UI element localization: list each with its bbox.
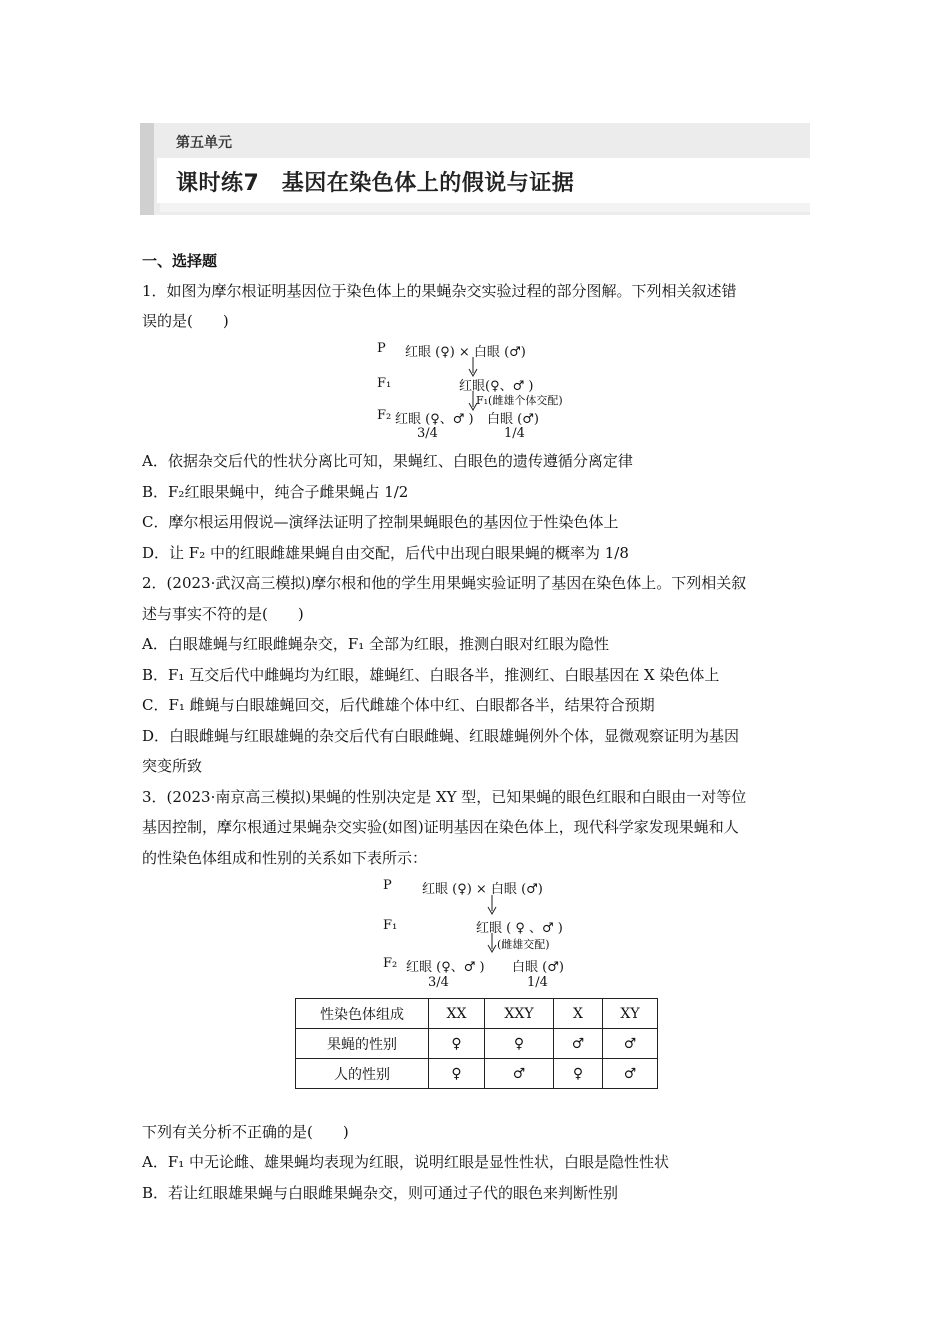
q1-arrow-1 xyxy=(468,357,478,377)
q3-option-b: B．若让红眼雄果蝇与白眼雌果蝇杂交，则可通过子代的眼色来判断性别 xyxy=(142,1184,619,1202)
q2-stem-line2: 述与事实不符的是( ) xyxy=(142,605,304,623)
table-header-cell: XX xyxy=(429,999,485,1029)
table-cell: ♂ xyxy=(603,1029,658,1059)
section-heading: 一、选择题 xyxy=(142,252,218,270)
q3-diag-f2: F₂ xyxy=(383,956,398,971)
q3-diag-f2-white: 白眼 (♂) xyxy=(512,960,564,975)
q1-diag-p: P xyxy=(377,341,386,356)
q1-stem-line2: 误的是( ) xyxy=(142,312,229,330)
q1-diag-f1-note: F₁(雌雄个体交配) xyxy=(476,394,563,407)
table-header-row xyxy=(296,999,658,1029)
q2-option-d-line1: D．白眼雌蝇与红眼雄蝇的杂交后代有白眼雌蝇、红眼雄蝇例外个体，显微观察证明为基因 xyxy=(142,727,740,745)
q3-diag-ratio-white: 1/4 xyxy=(527,975,548,990)
table-header-cell: XXY xyxy=(485,999,554,1029)
q1-option-a: A．依据杂交后代的性状分离比可知，果蝇红、白眼色的遗传遵循分离定律 xyxy=(142,452,633,470)
q1-diag-ratio-white: 1/4 xyxy=(504,426,525,441)
q1-diag-f2: F₂ xyxy=(377,408,392,423)
table-cell: 果蝇的性别 xyxy=(296,1029,429,1059)
q1-stem-line1: 1．如图为摩尔根证明基因位于染色体上的果蝇杂交实验过程的部分图解。下列相关叙述错 xyxy=(142,282,737,300)
table-cell: ♀ xyxy=(554,1059,603,1089)
q1-option-b: B．F₂红眼果蝇中，纯合子雌果蝇占 1/2 xyxy=(142,483,409,501)
q3-arrow-1 xyxy=(487,895,497,915)
q1-diag-f1: F₁ xyxy=(377,376,392,391)
q1-diag-f1-val: 红眼(♀、♂ ) xyxy=(459,379,534,394)
unit-label: 第五单元 xyxy=(176,135,232,151)
q3-stem-line3: 的性染色体组成和性别的关系如下表所示： xyxy=(142,849,428,867)
q3-diag-ratio-red: 3/4 xyxy=(428,975,449,990)
table-cell: ♂ xyxy=(485,1059,554,1089)
table-cell: ♂ xyxy=(603,1059,658,1089)
table-header-cell: XY xyxy=(603,999,658,1029)
q3-diag-f1-val: 红眼 ( ♀ 、♂ ) xyxy=(476,921,563,936)
q3-option-a: A．F₁ 中无论雌、雄果蝇均表现为红眼，说明红眼是显性性状，白眼是隐性性状 xyxy=(142,1153,670,1171)
table-cell: ♀ xyxy=(485,1029,554,1059)
q3-question: 下列有关分析不正确的是( ) xyxy=(142,1123,349,1141)
q3-diag-f1: F₁ xyxy=(383,918,398,933)
q3-stem-line1: 3．(2023·南京高三模拟)果蝇的性别决定是 XY 型，已知果蝇的眼色红眼和白眼由一对等位 xyxy=(142,788,747,806)
table-row xyxy=(296,1029,658,1059)
q2-option-c: C．F₁ 雌蝇与白眼雄蝇回交，后代雌雄个体中红、白眼都各半，结果符合预期 xyxy=(142,696,655,714)
header-accent-bar xyxy=(140,123,154,215)
q1-diag-p-cross: 红眼 (♀) × 白眼 (♂) xyxy=(405,345,526,360)
q2-option-d-line2: 突变所致 xyxy=(142,757,203,775)
table-header-cell: X xyxy=(554,999,603,1029)
q1-option-d: D．让 F₂ 中的红眼雌雄果蝇自由交配，后代中出现白眼果蝇的概率为 1/8 xyxy=(142,544,629,562)
q3-diag-p: P xyxy=(383,878,392,893)
page-title: 课时练7 基因在染色体上的假说与证据 xyxy=(176,171,575,196)
q3-arrow-2 xyxy=(487,933,497,953)
table-row xyxy=(296,1059,658,1089)
q2-option-b: B．F₁ 互交后代中雌蝇均为红眼，雄蝇红、白眼各半，推测红、白眼基因在 X 染色体上 xyxy=(142,666,720,684)
q3-diag-f2-red: 红眼 (♀、♂ ) xyxy=(406,960,485,975)
q1-diag-f2-red: 红眼 (♀、♂ ) xyxy=(395,412,474,427)
q1-diag-f2-white: 白眼 (♂) xyxy=(487,412,539,427)
table-cell: ♂ xyxy=(554,1029,603,1059)
q2-stem-line1: 2．(2023·武汉高三模拟)摩尔根和他的学生用果蝇实验证明了基因在染色体上。下列相关叙 xyxy=(142,574,747,592)
table-cell: ♀ xyxy=(429,1029,485,1059)
table-header-cell: 性染色体组成 xyxy=(296,999,429,1029)
q2-option-a: A．白眼雄蝇与红眼雌蝇杂交，F₁ 全部为红眼，推测白眼对红眼为隐性 xyxy=(142,635,610,653)
q3-stem-line2: 基因控制，摩尔根通过果蝇杂交实验(如图)证明基因在染色体上，现代科学家发现果蝇和人 xyxy=(142,818,739,836)
q3-diag-p-cross: 红眼 (♀) × 白眼 (♂) xyxy=(422,882,543,897)
q3-diag-f1-note: (雌雄交配) xyxy=(497,938,550,951)
q1-diag-ratio-red: 3/4 xyxy=(417,426,438,441)
table-cell: ♀ xyxy=(429,1059,485,1089)
q1-option-c: C．摩尔根运用假说—演绎法证明了控制果蝇眼色的基因位于性染色体上 xyxy=(142,513,619,531)
header-shadow-strip xyxy=(160,203,810,212)
sex-chromosome-table xyxy=(295,998,658,1089)
table-cell: 人的性别 xyxy=(296,1059,429,1089)
